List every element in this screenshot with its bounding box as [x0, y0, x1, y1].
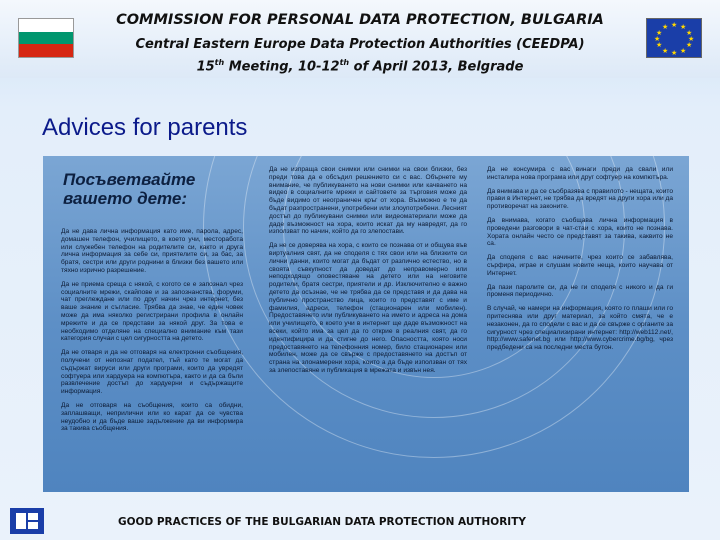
- leaflet-title: Посъветвайте вашето дете:: [63, 170, 196, 208]
- leaflet-column-3: Да не консумира с вас винаги преди да свали или инсталира нова програма или друг софтуер на компютъра. Да внимава и да се съобразява с правилото - нещата, които прави в Интернет, не трябва да вредят на други хора или да противоречат на законите. Да внимава, когато съобщава лична информация в проведени разговори в чат-стаи с хора, които не познава. Хората онлайн често се представят за такива, каквито не са. Да споделя с вас начините, чрез които се забавлява, сърфира, играе и слушам новите неща, които научава от Интернет. Да пази паролите си, да не ги споделя с никого и да ги променя периодично. В случай, че намери на информация, която го плаши или го притеснява или друг материал, за който смята, че е незаконен, да го сподели с вас и да се свърже с органите за сигурност чрез специализирани интернет: http://web112.net/, http://www.safenet.bg или http://www.cybercrime.bg/bg, чрез предбедени са на последни места бутон.: [487, 166, 673, 352]
- leaflet-scan-image: [43, 156, 689, 492]
- dpa-logo-icon: [10, 508, 44, 534]
- bulgarian-flag-icon: [18, 18, 74, 58]
- slide-header: [0, 0, 720, 78]
- ceedpa-subtitle: Central Eastern Europe Data Protection Authorities (CEEDPA): [135, 37, 585, 52]
- meeting-info: 15th Meeting, 10-12th of April 2013, Belgrade: [196, 58, 524, 75]
- commission-title: COMMISSION FOR PERSONAL DATA PROTECTION, BULGARIA: [116, 12, 604, 28]
- slide-footer: [0, 500, 720, 540]
- slide-title: Advices for parents: [42, 114, 248, 141]
- leaflet-column-1: Да не дава лична информация като име, парола, адрес, домашен телефон, училището, в което учи, месторабота или служебен телефон на родителите си, както и друга лична информация за себе си, приятелите си, за бас, за братя, сестри или други роднини в близки без вашето или тяхно изрично разрешение. Да не приема среща с някой, с когото се е запознал чрез социалните мрежи, скайпове и за запознанства, форуми, чат преглеждане или по друг начин чрез интернет, без ваше знание и съгласие. Трябва да знае, че един човек може да има няколко регистрирани профила в онлайн мрежите и да се представи за някой друг. За това е необходимо отделяне на специално внимание към тази категория случаи с цел сигурността на детето. Да не отваря и да не отговаря на електронни съобщения, получени от непознат подател, тъй като те могат да съдържат вируси или други програми, които да увредят софтуера или хардуера на компютъра, както и да са бъли развлечение достъп до хардуерни и съдържащите информация. Да не отговаря на съобщения, които са обидни, заплашващи, неприлични или ко карат да се чувства неудобно и да бъде ваше задължение да ви информира за такива съобщения.: [61, 228, 243, 433]
- footer-text: GOOD PRACTICES OF THE BULGARIAN DATA PROTECTION AUTHORITY: [118, 516, 526, 528]
- eu-flag-icon: ★ ★ ★ ★ ★ ★ ★ ★ ★ ★ ★ ★: [646, 18, 702, 58]
- leaflet-column-2: Да не изпраща свои снимки или снимки на свои близки, без преди това да е обсъдил решението си с вас. Обърнете му внимание, че публикуването на нови снимки или качването на видео в социалните мрежи и сайтовете за търговия може да бъде видимо от неограничен кръг от хора. Възможно е те да бъдат разпространени, употребени или злоупотребени. Лесният достъп до публикувани снимки или видеоматериали може да даде възможност на хора, които искат да му навредят, да го използват по начин, който да го злепостави. Да не се доверява на хора, с които се познава от и общува във виртуалния свят, да не споделя с тях свои или на близките си лични данни, които могат да бъдат от различно естество, но в своята съвкупност да доведат до неправомерно или неподходящо оповестяване на детето или на неговите родители, братя сестри, приятели и др. Изключително е важно детето да осъзнае, че не трябва да се представя и да дава на публично пространство лица, които го представят с име и фамилия, адреси, телефон (стационарен или мобилен). Предоставянето или публикуването на името и адреса на дома или училището, в което учи в интернет ще даде възможност на всеки, който има за цел да го открие в реалния свят, да го идентифицира и да стигне до него. Опасността, която носи предоставянето на телефонния номер, било стационарен или мобилен, може да се свърже с предоставянето на достъп от страна на злонамерени хора, които а да бъде използван от тях за злепоставяне и публикация в мрежата и извън нея.: [269, 166, 467, 374]
